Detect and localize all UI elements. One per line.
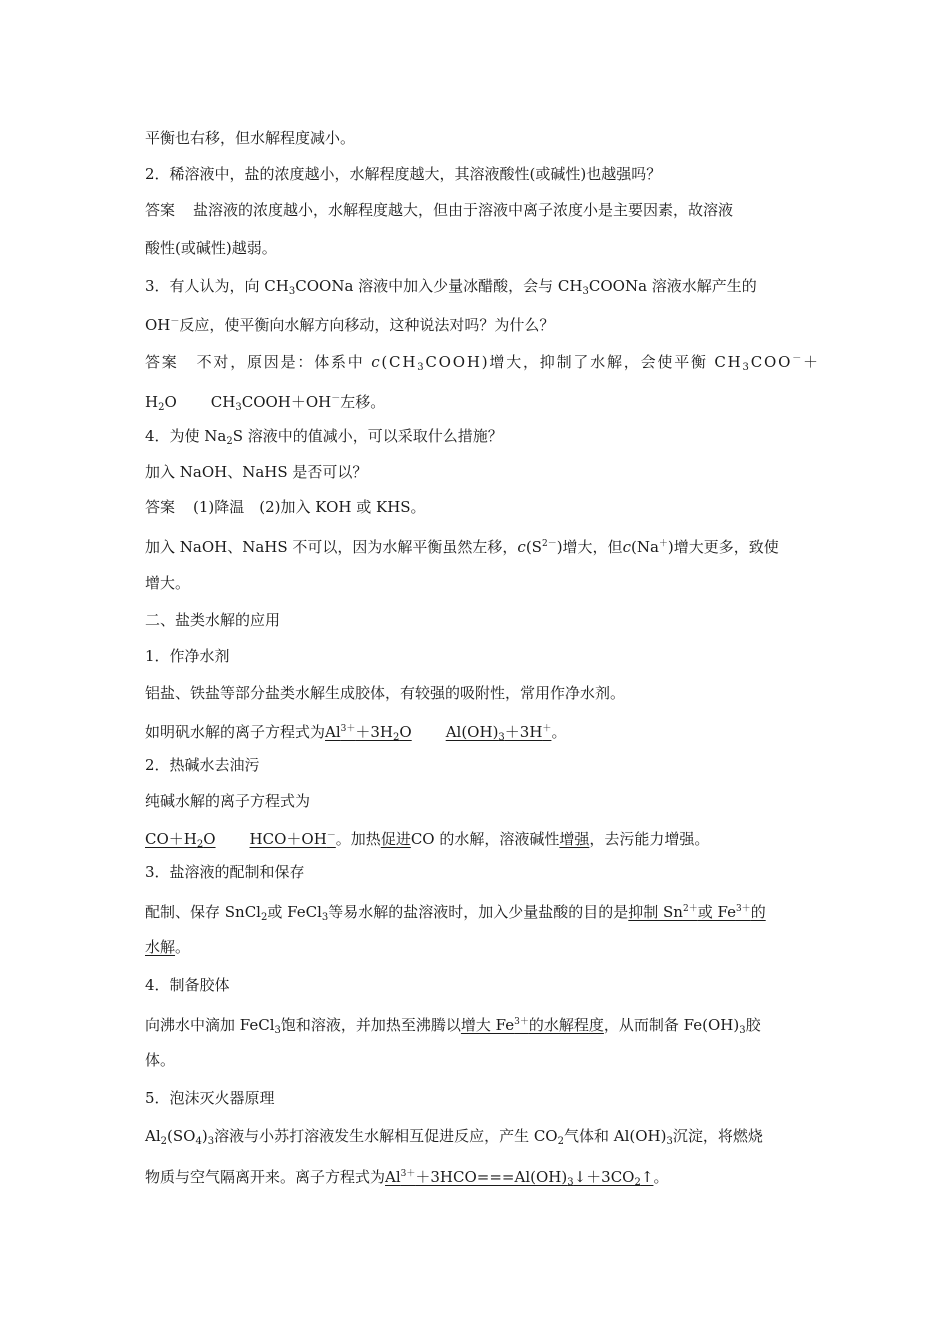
subheading — [145, 862, 810, 882]
subscript: 3 — [582, 286, 589, 297]
text: 1．作净水剂 — [145, 647, 230, 665]
subscript: 3 — [288, 286, 296, 297]
text: ＋3H — [355, 723, 394, 741]
text: (S — [525, 538, 542, 556]
subheading — [145, 755, 810, 775]
subscript: 2 — [196, 839, 204, 850]
concentration-symbol: c — [622, 538, 631, 556]
subscript: 3 — [235, 402, 242, 413]
text: CO＋H — [145, 830, 197, 848]
text-line — [145, 719, 810, 748]
text-line — [145, 1012, 810, 1041]
text: (SO — [167, 1127, 196, 1145]
text: )增大更多，致使 — [667, 538, 779, 556]
concentration-symbol: c — [517, 538, 526, 556]
text: 的 — [750, 903, 766, 921]
subscript: 4 — [195, 1136, 202, 1147]
text: 反应，使平衡向水解方向移动，这种说法对吗？为什么？ — [179, 316, 555, 334]
text-line — [145, 683, 810, 703]
answer-label: 答案 — [145, 353, 179, 371]
answer-label: 答案 — [145, 201, 176, 219]
text: 3．盐溶液的配制和保存 — [145, 863, 305, 881]
text-line — [145, 573, 810, 593]
subscript: 2 — [393, 732, 400, 743]
subheading — [145, 646, 810, 666]
text-line — [145, 937, 810, 957]
subscript: 3 — [274, 1025, 281, 1036]
subheading — [145, 1088, 810, 1108]
text: 体。 — [145, 1051, 176, 1069]
text: ，去污能力增强。 — [589, 830, 710, 848]
equation-line — [145, 389, 810, 418]
superscript: 2＋ — [682, 904, 698, 914]
text-line — [145, 534, 810, 557]
text: ＋3HCO===Al(OH) — [415, 1168, 568, 1186]
text: O — [164, 393, 177, 411]
answer-blank — [461, 1016, 604, 1034]
text: 酸性(或碱性)越弱。 — [145, 239, 277, 257]
text: 3．有人认为，向 CH — [145, 277, 289, 295]
answer-label: 答案 — [145, 498, 176, 516]
subscript: 2 — [158, 402, 165, 413]
text: 物质与空气隔离开来。离子方程式为 — [145, 1168, 386, 1186]
answer-3 — [145, 349, 820, 378]
subscript: 3 — [417, 362, 426, 373]
text: 沉淀，将燃烧 — [672, 1127, 763, 1145]
subscript: 3 — [567, 1177, 574, 1188]
subscript: 2 — [260, 912, 268, 923]
subscript: 3 — [498, 732, 505, 743]
question-3 — [145, 276, 810, 302]
superscript: 3＋ — [340, 724, 356, 734]
subscript: 2 — [226, 436, 233, 447]
superscript: － — [170, 317, 180, 327]
text: 饱和溶液，并加热至沸腾以 — [280, 1016, 461, 1034]
section-heading — [145, 610, 810, 630]
text: H — [145, 393, 159, 411]
subscript: 2 — [160, 1136, 168, 1147]
text: 左移。 — [340, 393, 386, 411]
text: COO — [750, 353, 793, 371]
text-line — [145, 791, 810, 811]
text-line — [145, 312, 810, 335]
question-2 — [145, 164, 810, 184]
subscript: 3 — [207, 1136, 215, 1147]
answer-blank: 促进 — [380, 830, 411, 848]
text: HCO＋OH — [249, 830, 327, 848]
text: COOH＋OH — [241, 393, 332, 411]
subscript: 3 — [321, 912, 329, 923]
answer-blank: 增强 — [559, 830, 590, 848]
text: COONa 溶液水解产生的 — [588, 277, 757, 295]
subscript: 3 — [742, 362, 751, 373]
concentration-symbol: c — [371, 353, 382, 371]
text: Al(OH) — [445, 723, 499, 741]
text: 等易水解的盐溶液时，加入少量盐酸的目的是 — [328, 903, 629, 921]
text: S 溶液中的值减小，可以采取什么措施？ — [232, 427, 503, 445]
text: (1)降温 (2)加入 KOH 或 KHS。 — [193, 498, 426, 516]
text: Al — [385, 1168, 401, 1186]
text-line — [145, 462, 810, 482]
text: ↑ — [640, 1168, 654, 1186]
superscript: － — [326, 831, 336, 841]
question-4 — [145, 426, 810, 452]
text: 平衡也右移，但水解程度减小。 — [145, 129, 356, 147]
text: 气体和 Al(OH) — [563, 1127, 667, 1145]
superscript: ＋ — [542, 724, 552, 734]
text: 盐溶液的浓度越小，水解程度越大，但由于溶液中离子浓度小是主要因素，故溶液 — [193, 201, 734, 219]
text-line — [145, 238, 810, 258]
superscript: 2－ — [541, 539, 557, 549]
text: (CH — [381, 353, 418, 371]
text: O — [399, 723, 412, 741]
text: 2．热碱水去油污 — [145, 756, 260, 774]
text: ) — [201, 1127, 208, 1145]
subheading — [145, 975, 810, 995]
text: 纯碱水解的离子方程式为 — [145, 792, 311, 810]
text-line — [145, 826, 810, 855]
text: ＋3H — [504, 723, 543, 741]
text: 二、盐类水解的应用 — [145, 611, 281, 629]
text: 加入 NaOH、NaHS 是否可以？ — [145, 463, 368, 481]
superscript: 3＋ — [514, 1017, 529, 1027]
text: 。 — [175, 938, 191, 956]
text: 或 FeCl — [267, 903, 322, 921]
text: COONa 溶液中加入少量冰醋酸，会与 CH — [295, 277, 583, 295]
text: ↓＋3CO — [573, 1168, 635, 1186]
text: 铝盐、铁盐等部分盐类水解生成胶体，有较强的吸附性，常用作净水剂。 — [145, 684, 626, 702]
text: ，从而制备 Fe(OH) — [603, 1016, 740, 1034]
text: 抑制 Sn — [628, 903, 683, 921]
text: )增大，但 — [556, 538, 623, 556]
text: 如明矾水解的离子方程式为 — [145, 723, 326, 741]
text: 不对，原因是：体系中 — [196, 353, 365, 371]
answer-equation — [145, 830, 336, 848]
text: ＋ — [803, 353, 820, 371]
text: 向沸水中滴加 FeCl — [145, 1016, 275, 1034]
text: 配制、保存 SnCl — [145, 903, 261, 921]
answer-equation — [325, 723, 551, 741]
text: 增大。 — [145, 574, 191, 592]
superscript: 3＋ — [400, 1169, 416, 1179]
answer-blank: 水解 — [145, 938, 176, 956]
answer-equation — [385, 1168, 653, 1186]
text: 4．制备胶体 — [145, 976, 230, 994]
answer-blank — [628, 903, 765, 921]
text: 2．稀溶液中，盐的浓度越小，水解程度越大，其溶液酸性(或碱性)也越强吗？ — [145, 165, 662, 183]
answer-2 — [145, 200, 810, 220]
superscript: ＋ — [658, 539, 668, 549]
text: 。加热 — [335, 830, 381, 848]
text: Al — [325, 723, 341, 741]
subscript: 3 — [739, 1025, 746, 1036]
text: 的水解程度 — [528, 1016, 604, 1034]
subscript: 3 — [666, 1136, 673, 1147]
superscript: － — [331, 394, 341, 404]
text: (Na — [630, 538, 659, 556]
text: CO 的水解，溶液碱性 — [410, 830, 560, 848]
text: 或 Fe — [697, 903, 736, 921]
text: O — [203, 830, 216, 848]
answer-4 — [145, 497, 810, 517]
superscript: － — [792, 354, 803, 364]
text: 溶液与小苏打溶液发生水解相互促进反应，产生 CO — [214, 1127, 558, 1145]
text-line — [145, 1164, 810, 1193]
text: 加入 NaOH、NaHS 不可以，因为水解平衡虽然左移， — [145, 538, 518, 556]
text-line — [145, 1050, 810, 1070]
text: COOH)增大，抑制了水解，会使平衡 CH — [425, 353, 743, 371]
text-line — [145, 1126, 810, 1152]
text: CH — [210, 393, 236, 411]
subscript: 2 — [557, 1136, 564, 1147]
superscript: 3＋ — [735, 904, 751, 914]
subscript: 2 — [634, 1177, 641, 1188]
text-line — [145, 899, 810, 928]
text: Al — [145, 1127, 161, 1145]
text-line — [145, 128, 810, 148]
text: 增大 Fe — [460, 1016, 515, 1034]
text: 。 — [551, 723, 567, 741]
text: 4．为使 Na — [145, 427, 227, 445]
text: 5．泡沫灭火器原理 — [145, 1089, 275, 1107]
text: OH — [145, 316, 171, 334]
text: 。 — [653, 1168, 669, 1186]
text: 胶 — [745, 1016, 761, 1034]
